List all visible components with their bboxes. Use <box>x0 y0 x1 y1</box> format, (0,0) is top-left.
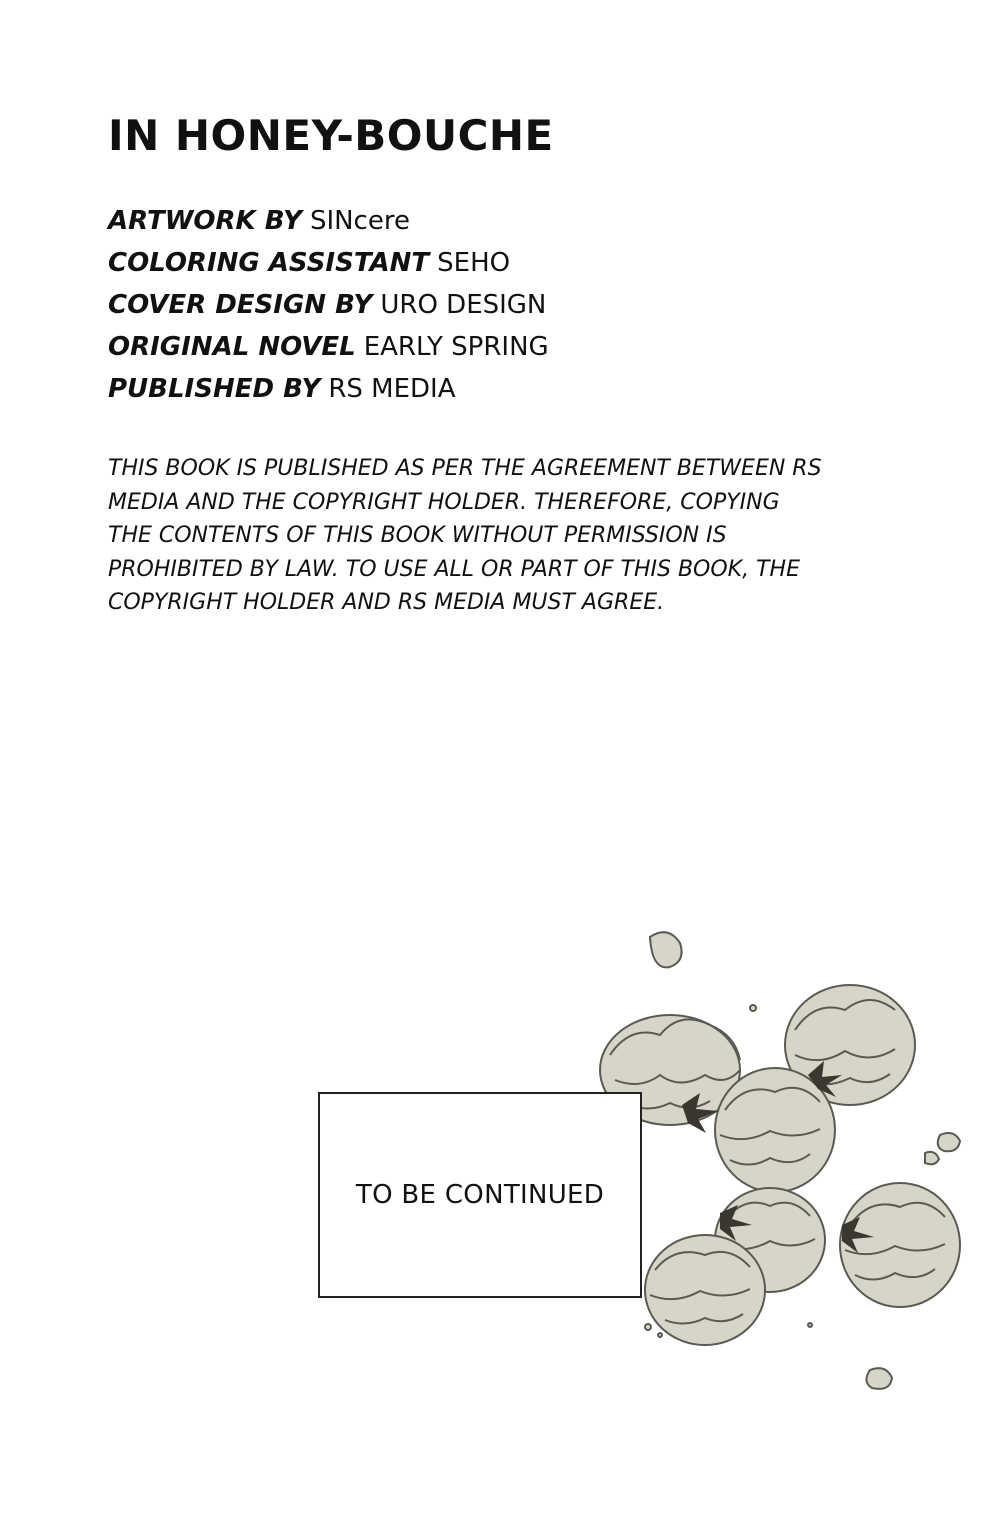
credit-label: ORIGINAL NOVEL <box>108 332 356 362</box>
notice-line: THE CONTENTS OF THIS BOOK WITHOUT PERMISSION IS <box>108 523 727 548</box>
page-title: IN HONEY-BOUCHE <box>108 111 554 160</box>
credit-value: SEHO <box>437 248 511 278</box>
credit-label: PUBLISHED BY <box>108 374 321 404</box>
copyright-notice <box>108 452 868 620</box>
notice-line: MEDIA AND THE COPYRIGHT HOLDER. THEREFORE, COPYING <box>108 489 780 515</box>
credit-value: URO DESIGN <box>380 290 547 320</box>
to-be-continued-box <box>318 1092 642 1298</box>
credit-row-artwork <box>108 200 549 242</box>
credit-row-publisher <box>108 368 549 410</box>
credit-row-cover <box>108 284 549 326</box>
credit-label: COVER DESIGN BY <box>108 290 373 320</box>
to-be-continued-text: TO BE CONTINUED <box>355 1180 605 1210</box>
credit-row-novel <box>108 326 549 368</box>
notice-line: COPYRIGHT HOLDER AND RS MEDIA MUST AGREE. <box>108 590 665 615</box>
credit-row-coloring <box>108 242 549 284</box>
credit-label: COLORING ASSISTANT <box>108 248 430 278</box>
notice-line: THIS BOOK IS PUBLISHED AS PER THE AGREEMENT BETWEEN RS <box>108 456 822 481</box>
credit-value: RS MEDIA <box>328 374 456 404</box>
credit-label: ARTWORK BY <box>108 206 302 236</box>
notice-line: PROHIBITED BY LAW. TO USE ALL OR PART OF THIS BOOK, THE <box>108 556 800 582</box>
credits-list <box>108 200 549 410</box>
credit-value: EARLY SPRING <box>363 332 549 362</box>
credit-value: SINcere <box>309 206 410 236</box>
